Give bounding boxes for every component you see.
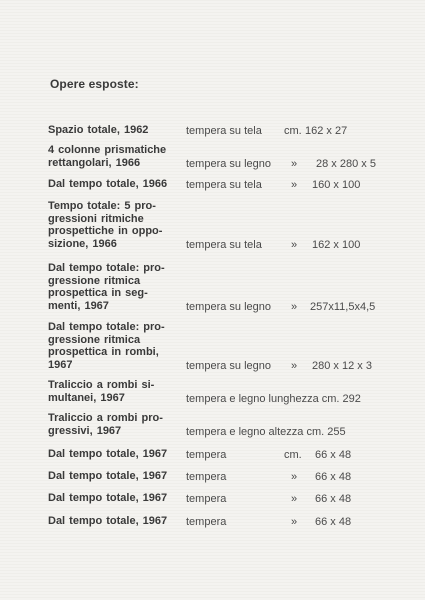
work-unit-mark: cm. xyxy=(284,449,302,461)
work-dimensions: 66 x 48 xyxy=(315,516,352,528)
work-title xyxy=(48,470,183,483)
work-title-line: 1967 xyxy=(48,358,73,371)
work-title-line: Dal tempo totale, 1967 xyxy=(48,448,168,460)
work-unit-mark: cm. xyxy=(284,125,302,137)
work-title xyxy=(48,492,183,505)
work-dimensions: 66 x 48 xyxy=(315,449,352,461)
work-title xyxy=(48,321,183,371)
work-unit-mark: » xyxy=(291,359,298,372)
work-title-line: gressione ritmica xyxy=(48,333,141,346)
work-title-line: gressivi, 1967 xyxy=(48,424,122,437)
work-technique: tempera su legno xyxy=(186,157,271,170)
work-title-line: sizione, 1966 xyxy=(48,237,117,250)
work-title-line: gressione ritmica xyxy=(48,274,141,287)
work-unit-mark: » xyxy=(291,493,298,505)
work-title-line: 4 colonne prismatiche xyxy=(48,144,167,156)
work-unit-mark: » xyxy=(291,179,298,191)
work-title-line: Dal tempo totale, 1967 xyxy=(48,470,168,482)
work-technique: tempera e legno lunghezza cm. 292 xyxy=(186,392,361,405)
work-technique: tempera su tela xyxy=(186,179,262,191)
work-title-line: prospettiche in oppo- xyxy=(48,225,163,237)
work-technique: tempera e legno altezza cm. 255 xyxy=(186,425,346,438)
work-title-line: rettangolari, 1966 xyxy=(48,156,141,169)
work-title-line: Traliccio a rombi si- xyxy=(48,379,155,391)
work-title xyxy=(48,412,183,437)
work-title xyxy=(48,200,183,250)
work-title xyxy=(48,144,183,169)
work-technique: tempera su tela xyxy=(186,238,262,251)
work-technique: tempera su legno xyxy=(186,300,271,313)
work-dimensions: 162 x 27 xyxy=(305,125,348,137)
work-unit-mark: » xyxy=(291,471,298,483)
work-title-line: menti, 1967 xyxy=(48,299,109,312)
work-title xyxy=(48,262,183,312)
work-title xyxy=(48,448,183,461)
work-title-line: gressioni ritmiche xyxy=(48,212,144,225)
work-title-line: Spazio totale, 1962 xyxy=(48,124,149,136)
work-technique: tempera xyxy=(186,516,227,528)
work-dimensions: 28 x 280 x 5 xyxy=(316,157,376,170)
work-title-line: Dal tempo totale: pro- xyxy=(48,262,165,274)
work-technique: tempera su tela xyxy=(186,125,262,137)
work-title-line: prospettica in seg- xyxy=(48,287,148,299)
work-dimensions: 257x11,5x4,5 xyxy=(310,300,376,313)
work-title-line: Dal tempo totale, 1967 xyxy=(48,492,168,504)
work-title xyxy=(48,379,183,404)
work-unit-mark: » xyxy=(291,157,298,170)
work-title-line: Dal tempo totale, 1967 xyxy=(48,515,168,527)
work-dimensions: 162 x 100 xyxy=(312,238,361,251)
work-unit-mark: » xyxy=(291,516,298,528)
work-title-line: Dal tempo totale: pro- xyxy=(48,321,165,333)
work-technique: tempera xyxy=(186,493,227,505)
work-title xyxy=(48,178,183,191)
work-title-line: multanei, 1967 xyxy=(48,391,125,404)
work-title-line: Traliccio a rombi pro- xyxy=(48,412,163,424)
work-unit-mark: » xyxy=(291,300,298,313)
work-technique: tempera su legno xyxy=(186,359,271,372)
work-title-line: Dal tempo totale, 1966 xyxy=(48,178,168,190)
page-heading: Opere esposte: xyxy=(50,77,139,91)
work-technique: tempera xyxy=(186,471,227,483)
work-title-line: Tempo totale: 5 pro- xyxy=(48,200,156,212)
work-unit-mark: » xyxy=(291,238,298,251)
work-technique: tempera xyxy=(186,449,227,461)
work-dimensions: 66 x 48 xyxy=(315,471,352,483)
work-title xyxy=(48,124,183,137)
work-dimensions: 280 x 12 x 3 xyxy=(312,359,372,372)
work-title-line: prospettica in rombi, xyxy=(48,346,159,358)
work-title xyxy=(48,515,183,528)
work-dimensions: 66 x 48 xyxy=(315,493,352,505)
work-dimensions: 160 x 100 xyxy=(312,179,361,191)
